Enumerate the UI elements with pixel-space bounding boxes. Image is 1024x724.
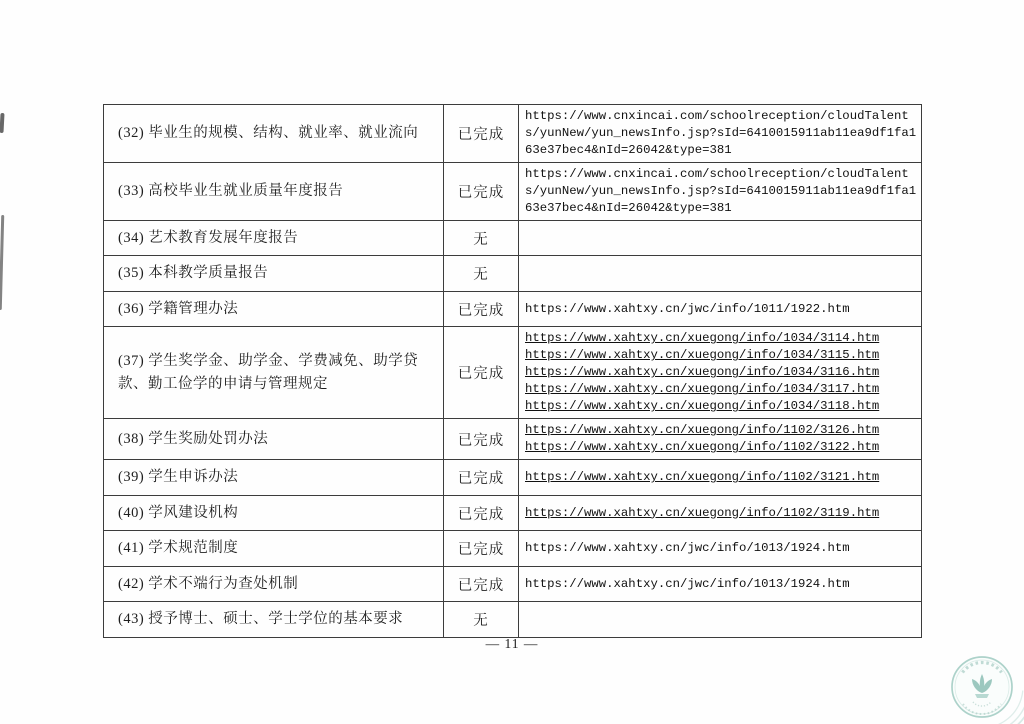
table-row [104,460,922,495]
url-text: https://www.cnxincai.com/schoolreception/cloudTalents/yunNew/yun_newsInfo.jsp?sId=6410015911ab11ea9df1fa163e37bec4&nId=26042&type=381 [525,109,917,157]
url-cell [519,291,922,326]
table-row [104,602,922,637]
url-link[interactable]: https://www.xahtxy.cn/xuegong/info/1034/3114.htm [525,331,880,346]
status-cell: 无 [444,256,519,291]
table-row [104,291,922,326]
url-text: https://www.xahtxy.cn/jwc/info/1013/1924.htm [525,541,850,556]
url-text: https://www.xahtxy.cn/jwc/info/1011/1922.htm [525,301,850,316]
url-cell [519,256,922,291]
scan-artifact [0,113,5,133]
url-cell [519,419,922,460]
table-row [104,221,922,256]
url-link[interactable]: https://www.xahtxy.cn/xuegong/info/1102/3119.htm [525,505,880,520]
item-label-cell: (36) 学籍管理办法 [104,291,444,326]
status-cell: 已完成 [444,566,519,601]
item-label-cell: (37) 学生奖学金、助学金、学费减免、助学贷款、勤工俭学的申请与管理规定 [104,327,444,419]
url-cell [519,163,922,221]
item-label-cell: (33) 高校毕业生就业质量年度报告 [104,163,444,221]
url-link[interactable]: https://www.xahtxy.cn/xuegong/info/1034/3117.htm [525,382,880,397]
status-cell: 已完成 [444,419,519,460]
url-cell [519,531,922,566]
page-number: — 11 — [485,636,539,651]
url-link[interactable]: https://www.xahtxy.cn/xuegong/info/1102/3121.htm [525,470,880,485]
status-cell: 已完成 [444,531,519,566]
item-label-cell: (42) 学术不端行为查处机制 [104,566,444,601]
status-cell: 无 [444,602,519,637]
item-label-cell: (39) 学生申诉办法 [104,460,444,495]
item-label-cell: (38) 学生奖励处罚办法 [104,419,444,460]
item-label-cell: (32) 毕业生的规模、结构、就业率、就业流向 [104,105,444,163]
url-text: https://www.xahtxy.cn/jwc/info/1013/1924.htm [525,576,850,591]
table-row [104,566,922,601]
status-cell: 已完成 [444,460,519,495]
item-label-cell: (43) 授予博士、硕士、学士学位的基本要求 [104,602,444,637]
disclosure-items-table [103,104,922,638]
url-link[interactable]: https://www.xahtxy.cn/xuegong/info/1102/3126.htm [525,423,880,438]
status-cell: 已完成 [444,163,519,221]
table-row [104,327,922,419]
status-cell: 无 [444,221,519,256]
scan-artifact [0,215,4,310]
table-row [104,531,922,566]
status-cell: 已完成 [444,291,519,326]
url-cell [519,105,922,163]
url-link[interactable]: https://www.xahtxy.cn/xuegong/info/1034/3118.htm [525,399,880,414]
table-row [104,105,922,163]
table-row [104,495,922,530]
url-link[interactable]: https://www.xahtxy.cn/xuegong/info/1102/3122.htm [525,440,880,455]
table-row [104,419,922,460]
status-cell: 已完成 [444,495,519,530]
url-cell [519,460,922,495]
item-label-cell: (40) 学风建设机构 [104,495,444,530]
status-cell: 已完成 [444,327,519,419]
url-cell [519,602,922,637]
url-cell [519,221,922,256]
status-cell: 已完成 [444,105,519,163]
url-link[interactable]: https://www.xahtxy.cn/xuegong/info/1034/3116.htm [525,365,880,380]
item-label-cell: (41) 学术规范制度 [104,531,444,566]
url-cell [519,495,922,530]
table-row [104,163,922,221]
url-cell [519,327,922,419]
url-text: https://www.cnxincai.com/schoolreception/cloudTalents/yunNew/yun_newsInfo.jsp?sId=6410015911ab11ea9df1fa163e37bec4&nId=26042&type=381 [525,167,917,215]
url-cell [519,566,922,601]
item-label-cell: (35) 本科教学质量报告 [104,256,444,291]
table-row [104,256,922,291]
item-label-cell: (34) 艺术教育发展年度报告 [104,221,444,256]
url-link[interactable]: https://www.xahtxy.cn/xuegong/info/1034/3115.htm [525,348,880,363]
